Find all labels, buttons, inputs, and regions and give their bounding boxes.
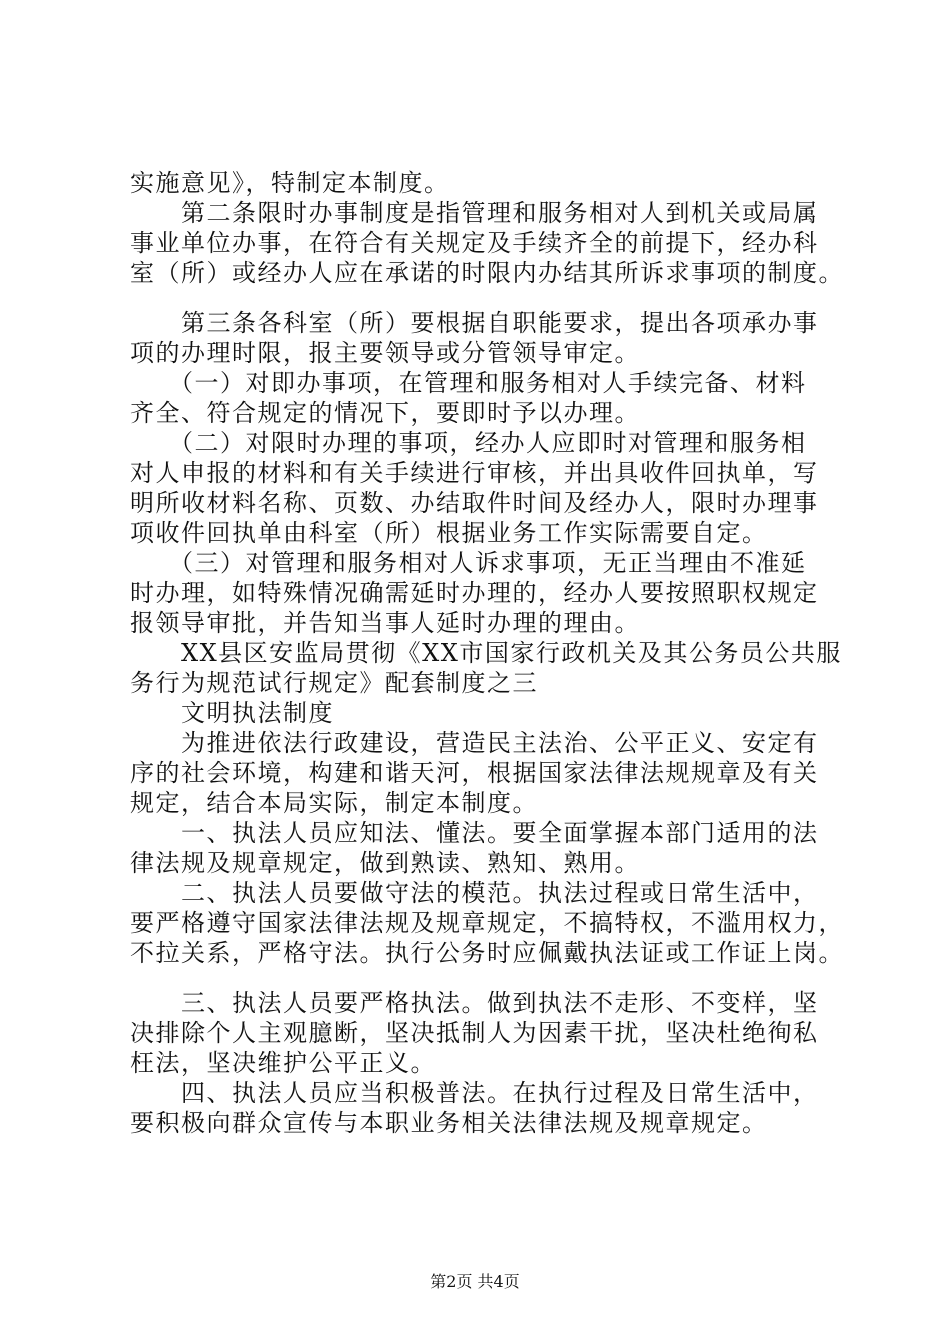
text-line: XX县区安监局贯彻《XX市国家行政机关及其公务员公共服 (130, 639, 842, 667)
text-line: 一、执法人员应知法、懂法。要全面掌握本部门适用的法 (130, 819, 819, 847)
text-line: 项收件回执单由科室（所）根据业务工作实际需要自定。 (130, 519, 768, 547)
text-line: 项的办理时限，报主要领导或分管领导审定。 (130, 339, 640, 367)
page-footer (0, 1272, 950, 1292)
text-line: 明所收材料名称、页数、办结取件时间及经办人，限时办理事 (130, 489, 819, 517)
text-line: 枉法，坚决维护公平正义。 (130, 1049, 436, 1077)
text-line: 律法规及规章规定，做到熟读、熟知、熟用。 (130, 849, 640, 877)
text-line: 室（所）或经办人应在承诺的时限内办结其所诉求事项的制度。 (130, 259, 844, 287)
paragraph-gap (130, 968, 835, 988)
text-line: 齐全、符合规定的情况下，要即时予以办理。 (130, 399, 640, 427)
text-line: 报领导审批，并告知当事人延时办理的理由。 (130, 609, 640, 637)
text-line: 不拉关系，严格守法。执行公务时应佩戴执法证或工作证上岗。 (130, 939, 844, 967)
text-line: 实施意见》，特制定本制度。 (130, 169, 450, 197)
section-title: 文明执法制度 (130, 699, 334, 727)
text-line: 时办理，如特殊情况确需延时办理的，经办人要按照职权规定 (130, 579, 819, 607)
text-line: 第二条限时办事制度是指管理和服务相对人到机关或局属 (130, 199, 819, 227)
text-line: 序的社会环境，构建和谐天河，根据国家法律法规规章及有关 (130, 759, 819, 787)
paragraph-gap (130, 288, 835, 308)
text-line: 三、执法人员要严格执法。做到执法不走形、不变样，坚 (130, 989, 819, 1017)
text-line: 务行为规范试行规定》配套制度之三 (130, 669, 538, 697)
text-line: （二）对限时办理的事项，经办人应即时对管理和服务相 (130, 429, 807, 457)
text-line: 要严格遵守国家法律法规及规章规定，不搞特权，不滥用权力， (130, 909, 844, 937)
text-line: 为推进依法行政建设，营造民主法治、公平正义、安定有 (130, 729, 819, 757)
text-line: 对人申报的材料和有关手续进行审核，并出具收件回执单，写 (130, 459, 819, 487)
text-line: 事业单位办事，在符合有关规定及手续齐全的前提下，经办科 (130, 229, 819, 257)
text-line: 决排除个人主观臆断，坚决抵制人为因素干扰，坚决杜绝徇私 (130, 1019, 819, 1047)
text-line: 二、执法人员要做守法的模范。执法过程或日常生活中， (130, 879, 819, 907)
text-line: 四、执法人员应当积极普法。在执行过程及日常生活中， (130, 1079, 819, 1107)
text-line: （三）对管理和服务相对人诉求事项，无正当理由不准延 (130, 549, 807, 577)
text-line: （一）对即办事项，在管理和服务相对人手续完备、材料 (130, 369, 807, 397)
text-line: 要积极向群众宣传与本职业务相关法律法规及规章规定。 (130, 1109, 768, 1137)
page-number: 第2页 共4页 (430, 1272, 520, 1291)
text-line: 规定，结合本局实际，制定本制度。 (130, 789, 538, 817)
text-line: 第三条各科室（所）要根据自职能要求，提出各项承办事 (130, 309, 819, 337)
document-body (130, 168, 844, 1138)
